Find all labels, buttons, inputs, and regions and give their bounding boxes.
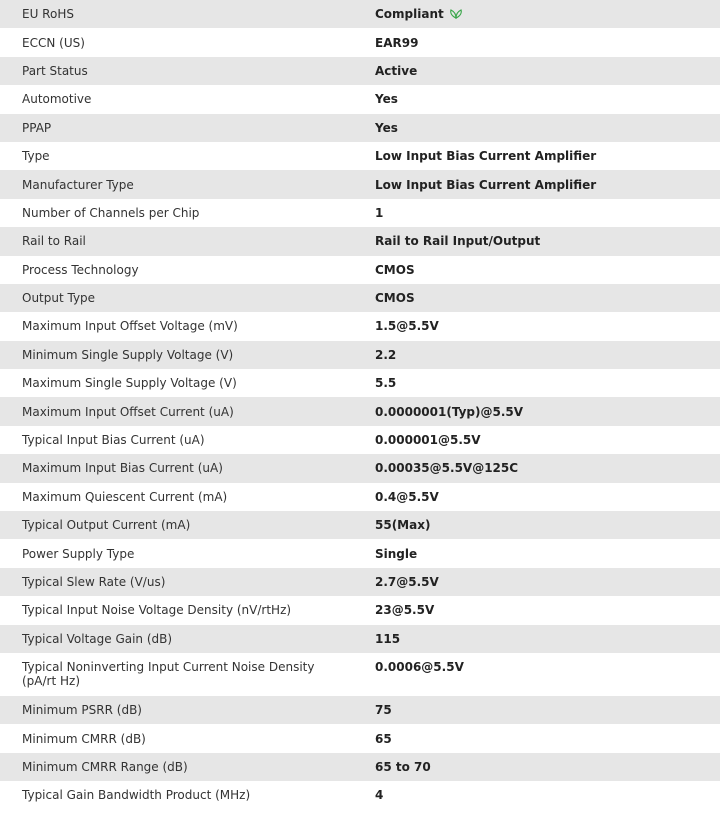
spec-label: Number of Channels per Chip — [0, 199, 352, 227]
spec-label: Minimum CMRR Range (dB) — [0, 753, 352, 781]
spec-row — [0, 256, 720, 284]
spec-row — [0, 114, 720, 142]
spec-label: Typical Voltage Gain (dB) — [0, 625, 352, 653]
spec-value: 55(Max) — [352, 511, 720, 539]
spec-value: 65 — [352, 724, 720, 752]
spec-label: Minimum Single Supply Voltage (V) — [0, 341, 352, 369]
spec-value: Yes — [352, 114, 720, 142]
spec-row — [0, 142, 720, 170]
spec-row — [0, 454, 720, 482]
spec-row — [0, 369, 720, 397]
spec-row — [0, 57, 720, 85]
spec-label: Minimum CMRR (dB) — [0, 724, 352, 752]
spec-row — [0, 28, 720, 56]
spec-row — [0, 0, 720, 28]
spec-row — [0, 539, 720, 567]
spec-label: Maximum Input Bias Current (uA) — [0, 454, 352, 482]
spec-value: 0.0000001(Typ)@5.5V — [352, 397, 720, 425]
spec-row — [0, 397, 720, 425]
spec-label: Type — [0, 142, 352, 170]
spec-label: Process Technology — [0, 256, 352, 284]
spec-label: Minimum PSRR (dB) — [0, 696, 352, 724]
spec-label: Maximum Input Offset Voltage (mV) — [0, 312, 352, 340]
spec-label: Maximum Single Supply Voltage (V) — [0, 369, 352, 397]
spec-label: Typical Output Current (mA) — [0, 511, 352, 539]
spec-value: Active — [352, 57, 720, 85]
spec-label: Maximum Quiescent Current (mA) — [0, 483, 352, 511]
spec-label: EU RoHS — [0, 0, 352, 28]
spec-value: 5.5 — [352, 369, 720, 397]
spec-value: 0.000001@5.5V — [352, 426, 720, 454]
spec-row — [0, 696, 720, 724]
spec-value: 65 to 70 — [352, 753, 720, 781]
spec-label: PPAP — [0, 114, 352, 142]
spec-row — [0, 625, 720, 653]
spec-value: 75 — [352, 696, 720, 724]
spec-value: 115 — [352, 625, 720, 653]
spec-value: 1 — [352, 199, 720, 227]
spec-label: ECCN (US) — [0, 28, 352, 56]
spec-label: Typical Input Noise Voltage Density (nV/rtHz) — [0, 596, 352, 624]
spec-row — [0, 568, 720, 596]
spec-value: Yes — [352, 85, 720, 113]
spec-value: Compliant — [375, 7, 444, 22]
spec-label: Manufacturer Type — [0, 170, 352, 198]
spec-value: 1.5@5.5V — [352, 312, 720, 340]
spec-row — [0, 170, 720, 198]
spec-value-cell — [352, 0, 720, 28]
spec-row — [0, 781, 720, 809]
spec-value: EAR99 — [352, 28, 720, 56]
spec-value: 23@5.5V — [352, 596, 720, 624]
spec-row — [0, 227, 720, 255]
spec-row — [0, 85, 720, 113]
spec-value: 0.0006@5.5V — [352, 653, 720, 696]
spec-value: Low Input Bias Current Amplifier — [352, 142, 720, 170]
spec-value: Single — [352, 539, 720, 567]
spec-label: Typical Slew Rate (V/us) — [0, 568, 352, 596]
spec-value: 2.2 — [352, 341, 720, 369]
spec-label: Rail to Rail — [0, 227, 352, 255]
spec-row — [0, 483, 720, 511]
spec-label: Typical Input Bias Current (uA) — [0, 426, 352, 454]
spec-row — [0, 426, 720, 454]
spec-value: 0.00035@5.5V@125C — [352, 454, 720, 482]
spec-value: 0.4@5.5V — [352, 483, 720, 511]
spec-label: Output Type — [0, 284, 352, 312]
spec-value: CMOS — [352, 256, 720, 284]
spec-row — [0, 341, 720, 369]
spec-label: Power Supply Type — [0, 539, 352, 567]
leaf-icon — [449, 9, 463, 19]
spec-label: Typical Noninverting Input Current Noise Density (pA/rt Hz) — [0, 653, 352, 696]
spec-value: 4 — [352, 781, 720, 809]
spec-row — [0, 312, 720, 340]
spec-value: Low Input Bias Current Amplifier — [352, 170, 720, 198]
spec-row — [0, 511, 720, 539]
spec-row — [0, 724, 720, 752]
spec-value: CMOS — [352, 284, 720, 312]
spec-label: Maximum Input Offset Current (uA) — [0, 397, 352, 425]
spec-row — [0, 753, 720, 781]
spec-label: Automotive — [0, 85, 352, 113]
spec-row — [0, 284, 720, 312]
spec-value: 2.7@5.5V — [352, 568, 720, 596]
spec-label: Part Status — [0, 57, 352, 85]
spec-row — [0, 653, 720, 696]
spec-row — [0, 596, 720, 624]
spec-row — [0, 199, 720, 227]
spec-value: Rail to Rail Input/Output — [352, 227, 720, 255]
spec-label: Typical Gain Bandwidth Product (MHz) — [0, 781, 352, 809]
